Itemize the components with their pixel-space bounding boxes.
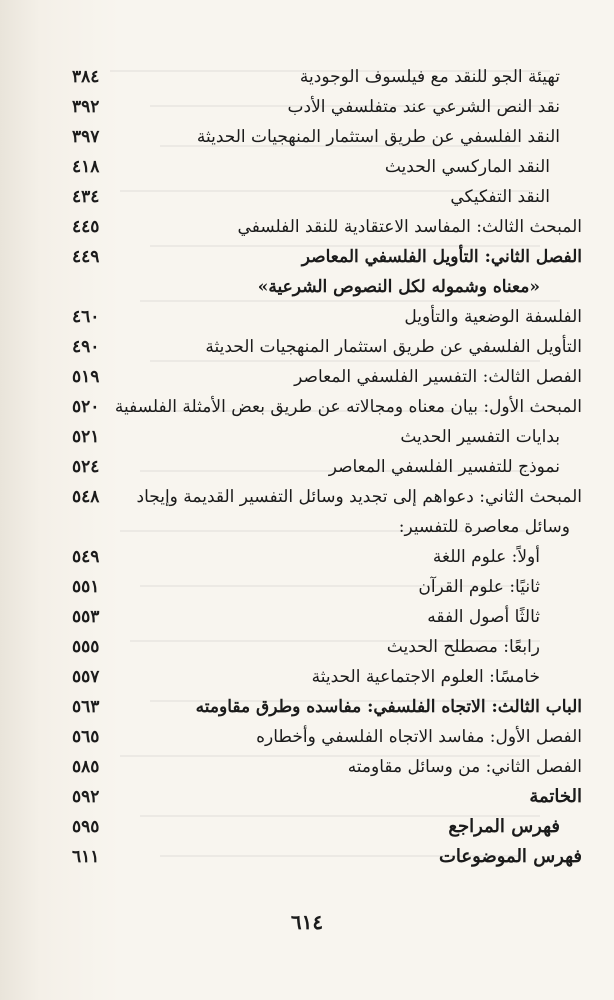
toc-entry-title: ثالثًا أصول الفقه: [427, 607, 540, 627]
toc-entry-page: [72, 272, 124, 302]
toc-entry-page: ٣٩٧: [72, 127, 100, 147]
toc-entry-title: الفصل الثاني: من وسائل مقاومته: [347, 757, 582, 777]
toc-entry-page: ٥٢٤: [72, 457, 100, 477]
toc-entry-page: ٥٥٥: [72, 637, 100, 657]
toc-entry: [72, 542, 582, 572]
toc-entry-title: الباب الثالث: الاتجاه الفلسفي: مفاسده وطرق مقاومته: [195, 697, 582, 717]
toc-entry-title: فهرس المراجع: [448, 816, 560, 837]
toc-entry: [72, 302, 582, 332]
toc-entry: [72, 632, 582, 662]
toc-entry: [72, 452, 582, 482]
toc-entry-title: فهرس الموضوعات: [438, 846, 582, 867]
toc-entry-title: بدايات التفسير الحديث: [400, 427, 560, 447]
toc-entry-title: تهيئة الجو للنقد مع فيلسوف الوجودية: [299, 67, 560, 87]
toc-entry: [72, 782, 582, 812]
toc-entry-title: وسائل معاصرة للتفسير:: [398, 517, 570, 537]
toc-entry: [72, 662, 582, 692]
toc-entry-title: النقد الفلسفي عن طريق استثمار المنهجيات الحديثة: [196, 127, 560, 147]
toc-entry: [72, 242, 582, 272]
toc-entry: [72, 392, 582, 422]
toc-entry-page: ٤١٨: [72, 157, 100, 177]
toc-entry-title: المبحث الأول: بيان معناه ومجالاته عن طريق بعض الأمثلة الفلسفية: [114, 397, 582, 417]
toc-entry-title: «معناه وشموله لكل النصوص الشرعية»: [257, 277, 540, 297]
toc-entry-page: ٤٤٥: [72, 217, 100, 237]
toc-entry: [72, 812, 582, 842]
toc-entry-page: ٥٦٥: [72, 727, 100, 747]
toc-entry: [72, 332, 582, 362]
toc-entry: [72, 62, 582, 92]
toc-entry-page: ٥٥٧: [72, 667, 100, 687]
toc-entry: [72, 692, 582, 722]
toc-entry-title: الفلسفة الوضعية والتأويل: [404, 307, 582, 327]
toc-entry-page: ٥٢٠: [72, 397, 100, 417]
toc-entry-page: ٣٩٢: [72, 97, 100, 117]
toc-entry: [82, 272, 582, 302]
toc-entry-title: نموذج للتفسير الفلسفي المعاصر: [328, 457, 560, 477]
toc-entry-page: [72, 512, 124, 542]
toc-entry: [72, 722, 582, 752]
toc-entry-page: ٥٥٣: [72, 607, 100, 627]
toc-entry: [82, 512, 582, 542]
toc-entry-page: ٤٣٤: [72, 187, 100, 207]
toc-entry-page: ٤٤٩: [72, 247, 100, 267]
toc-entry-page: ٦١١: [72, 847, 100, 867]
toc-entry: [72, 362, 582, 392]
toc-entry-page: ٥٤٨: [72, 487, 100, 507]
toc-entry-page: ٤٦٠: [72, 307, 100, 327]
toc-entry: [72, 212, 582, 242]
toc-entry: [72, 422, 582, 452]
toc-entry-page: ٥٥١: [72, 577, 100, 597]
toc-entry: [72, 152, 582, 182]
toc-entry-page: ٥٩٢: [72, 787, 100, 807]
toc-entry: [72, 572, 582, 602]
toc-entry-title: النقد الماركسي الحديث: [384, 157, 550, 177]
toc-entry-page: ٥٢١: [72, 427, 100, 447]
toc-entry-title: خامسًا: العلوم الاجتماعية الحديثة: [311, 667, 540, 687]
toc-entry-title: أولاً: علوم اللغة: [432, 547, 540, 567]
toc-entry-title: المبحث الثاني: دعواهم إلى تجديد وسائل التفسير القديمة وإيجاد: [136, 487, 582, 507]
toc-entry-title: ثانيًا: علوم القرآن: [418, 577, 540, 597]
toc-entry: [72, 182, 582, 212]
toc-entry-page: ٥١٩: [72, 367, 100, 387]
toc-entry: [72, 122, 582, 152]
toc-entry-page: ٥٨٥: [72, 757, 100, 777]
toc-entry-title: النقد التفكيكي: [450, 187, 550, 207]
toc-entry: [72, 752, 582, 782]
toc-entry-title: الفصل الأول: مفاسد الاتجاه الفلسفي وأخطاره: [256, 727, 582, 747]
toc-entry-title: الفصل الثالث: التفسير الفلسفي المعاصر: [294, 367, 582, 387]
toc-entry-title: الفصل الثاني: التأويل الفلسفي المعاصر: [301, 247, 582, 267]
toc-entry-title: المبحث الثالث: المفاسد الاعتقادية للنقد الفلسفي: [237, 217, 582, 237]
table-of-contents: [72, 62, 582, 867]
toc-entry-page: ٤٩٠: [72, 337, 100, 357]
page-number: ٦١٤: [290, 910, 324, 934]
toc-entry-title: نقد النص الشرعي عند متفلسفي الأدب: [287, 97, 560, 117]
toc-entry-title: الخاتمة: [529, 786, 582, 807]
toc-entry: [72, 602, 582, 632]
toc-entry-page: ٥٦٣: [72, 697, 100, 717]
toc-entry: [72, 92, 582, 122]
toc-entry-page: ٥٤٩: [72, 547, 100, 567]
toc-entry-page: ٣٨٤: [72, 67, 100, 87]
toc-entry-page: ٥٩٥: [72, 817, 100, 837]
toc-entry: [72, 482, 582, 512]
toc-entry-title: التأويل الفلسفي عن طريق استثمار المنهجيات الحديثة: [205, 337, 582, 357]
toc-entry-title: رابعًا: مصطلح الحديث: [386, 637, 540, 657]
toc-entry: [72, 842, 582, 872]
